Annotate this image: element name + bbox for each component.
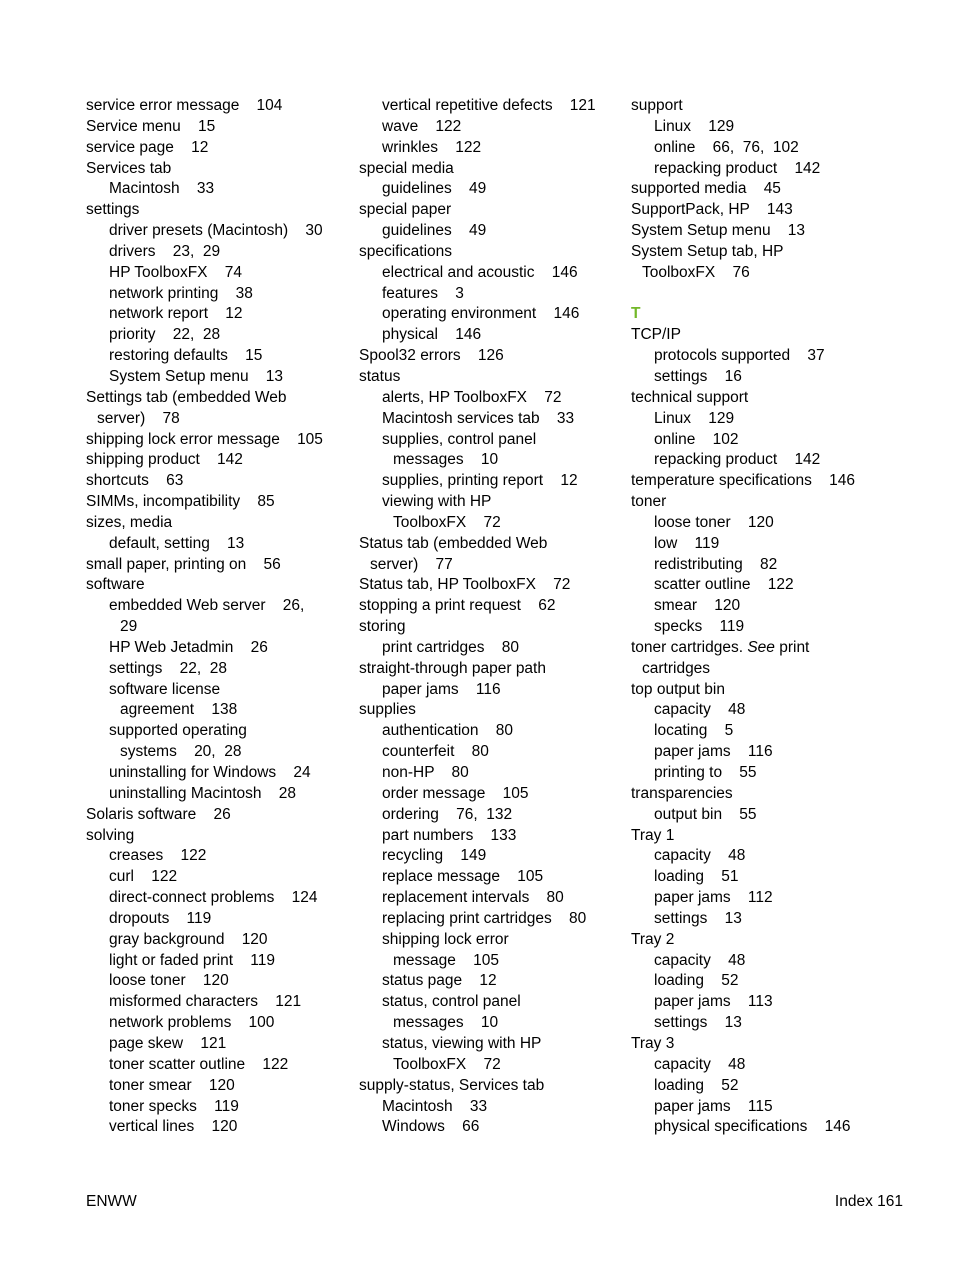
index-subentry: protocols supported 37 <box>654 347 825 365</box>
index-subentry-continuation: ToolboxFX 72 <box>393 1055 501 1073</box>
index-subentry: network printing 38 <box>109 284 253 302</box>
index-subentry: loose toner 120 <box>109 972 229 990</box>
index-subentry: status, viewing with HP <box>382 1034 542 1052</box>
index-subentry: light or faded print 119 <box>109 951 276 969</box>
index-entry: Tray 1 <box>631 826 675 844</box>
index-subentry: loading 52 <box>654 972 739 990</box>
index-subentry-continuation: messages 10 <box>393 451 499 469</box>
index-subentry: uninstalling Macintosh 28 <box>109 784 296 802</box>
index-entry: System Setup menu 13 <box>631 222 806 240</box>
index-subentry: alerts, HP ToolboxFX 72 <box>382 388 562 406</box>
index-subentry-continuation: ToolboxFX 72 <box>393 513 501 531</box>
index-subentry: network report 12 <box>109 305 243 323</box>
index-subentry: vertical repetitive defects 121 <box>382 97 596 114</box>
index-subentry: loading 52 <box>654 1076 739 1094</box>
index-subentry: features 3 <box>382 284 464 302</box>
index-subentry: redistributing 82 <box>654 555 778 573</box>
index-entry: Spool32 errors 126 <box>359 347 504 365</box>
index-entry: Services tab <box>86 159 172 177</box>
index-subentry: operating environment 146 <box>382 305 580 323</box>
index-subentry: direct-connect problems 124 <box>109 889 318 907</box>
index-subentry: settings 16 <box>654 367 742 385</box>
index-subentry: loose toner 120 <box>654 513 774 531</box>
index-column-2 <box>359 96 621 1138</box>
index-subentry: guidelines 49 <box>382 222 487 240</box>
index-subentry: recycling 149 <box>382 847 487 865</box>
index-subentry: replace message 105 <box>382 868 544 886</box>
index-subentry: viewing with HP <box>382 493 492 511</box>
index-entry: toner <box>631 493 667 511</box>
index-subentry: counterfeit 80 <box>382 743 489 761</box>
index-entry: shipping lock error message 105 <box>86 430 323 448</box>
index-subentry: capacity 48 <box>654 847 746 865</box>
index-entry: SupportPack, HP 143 <box>631 201 793 219</box>
index-subentry: specks 119 <box>654 618 745 636</box>
index-entry: status <box>359 367 401 385</box>
index-subentry: paper jams 112 <box>654 889 773 907</box>
index-subentry: default, setting 13 <box>109 534 245 552</box>
index-column-1 <box>86 96 348 1138</box>
index-subentry: wrinkles 122 <box>382 138 482 156</box>
index-subentry: paper jams 113 <box>654 993 773 1011</box>
index-entry: settings <box>86 201 140 219</box>
index-subentry: online 102 <box>654 430 739 448</box>
index-entry-continuation: ToolboxFX 76 <box>642 263 750 281</box>
index-subentry: supplies, control panel <box>382 430 537 448</box>
index-entry: special paper <box>359 201 452 219</box>
index-entry: SIMMs, incompatibility 85 <box>86 493 275 511</box>
index-subentry: System Setup menu 13 <box>109 367 284 385</box>
index-entry: supply-status, Services tab <box>359 1076 545 1094</box>
see-reference: See <box>747 638 775 656</box>
index-subentry: status, control panel <box>382 993 521 1011</box>
footer-page-label: Index 161 <box>834 1193 903 1210</box>
index-subentry: Macintosh services tab 33 <box>382 409 575 427</box>
index-entry: Service menu 15 <box>86 117 216 135</box>
index-subentry: repacking product 142 <box>654 159 821 177</box>
footer-left-label: ENWW <box>86 1193 137 1210</box>
entry-text-after: print <box>774 638 810 656</box>
index-subentry: settings 22, 28 <box>109 659 228 677</box>
index-entry: top output bin <box>631 680 725 698</box>
index-subentry: smear 120 <box>654 597 741 615</box>
index-subentry: software license <box>109 680 221 698</box>
index-entry <box>631 638 893 659</box>
section-letter: T <box>631 305 641 323</box>
index-subentry-continuation: message 105 <box>393 951 499 969</box>
index-subentry: capacity 48 <box>654 1055 746 1073</box>
index-subentry: supplies, printing report 12 <box>382 472 578 490</box>
index-entry: small paper, printing on 56 <box>86 555 281 573</box>
index-subentry: toner scatter outline 122 <box>109 1055 289 1073</box>
index-subentry: printing to 55 <box>654 764 757 781</box>
index-subentry: non-HP 80 <box>382 764 469 781</box>
index-subentry: settings 13 <box>654 909 742 927</box>
index-entry-continuation: server) 78 <box>97 409 180 427</box>
index-entry: supported media 45 <box>631 180 781 198</box>
index-entry: storing <box>359 618 406 636</box>
index-entry: temperature specifications 146 <box>631 472 856 490</box>
index-entry: Status tab (embedded Web <box>359 534 548 552</box>
index-subentry: output bin 55 <box>654 805 757 823</box>
index-subentry: repacking product 142 <box>654 451 821 469</box>
index-entry: special media <box>359 159 454 177</box>
index-spacer <box>631 284 893 305</box>
index-entry: Settings tab (embedded Web <box>86 388 287 406</box>
index-subentry: network problems 100 <box>109 1014 275 1032</box>
index-entry: Tray 2 <box>631 930 675 948</box>
index-subentry: replacement intervals 80 <box>382 889 564 907</box>
index-subentry: dropouts 119 <box>109 909 212 927</box>
index-subentry: paper jams 116 <box>382 680 501 698</box>
index-entry: transparencies <box>631 784 733 802</box>
index-subentry: Linux 129 <box>654 409 735 427</box>
index-entry: supplies <box>359 701 416 719</box>
index-entry: shortcuts 63 <box>86 472 184 490</box>
index-subentry: shipping lock error <box>382 930 509 948</box>
index-subentry: page skew 121 <box>109 1034 227 1052</box>
entry-text: toner cartridges. <box>631 638 748 656</box>
index-subentry: electrical and acoustic 146 <box>382 263 578 281</box>
index-entry: solving <box>86 826 135 844</box>
index-subentry: paper jams 115 <box>654 1097 773 1115</box>
index-subentry: print cartridges 80 <box>382 638 519 656</box>
index-subentry: driver presets (Macintosh) 30 <box>109 222 323 240</box>
index-subentry: wave 122 <box>382 117 462 135</box>
index-subentry-continuation: messages 10 <box>393 1014 499 1032</box>
index-subentry: status page 12 <box>382 972 497 990</box>
index-subentry: Linux 129 <box>654 117 735 135</box>
index-subentry: locating 5 <box>654 722 734 740</box>
index-subentry: Macintosh 33 <box>382 1097 488 1115</box>
index-subentry: ordering 76, 132 <box>382 805 513 823</box>
index-entry-continuation: cartridges <box>642 659 711 677</box>
index-subentry: creases 122 <box>109 847 207 865</box>
index-subentry-continuation: systems 20, 28 <box>120 743 242 761</box>
index-subentry-continuation: agreement 138 <box>120 701 238 719</box>
index-entry: shipping product 142 <box>86 451 243 469</box>
index-subentry-continuation: 29 <box>120 618 138 636</box>
index-subentry: HP ToolboxFX 74 <box>109 263 242 281</box>
index-entry: technical support <box>631 388 749 406</box>
index-subentry: loading 51 <box>654 868 739 886</box>
index-subentry: paper jams 116 <box>654 743 773 761</box>
index-subentry: scatter outline 122 <box>654 576 794 594</box>
index-entry: straight-through paper path <box>359 659 546 677</box>
index-subentry: replacing print cartridges 80 <box>382 909 587 927</box>
index-entry: specifications <box>359 242 453 260</box>
index-subentry: vertical lines 120 <box>109 1118 238 1136</box>
index-subentry: HP Web Jetadmin 26 <box>109 638 268 656</box>
index-entry: Tray 3 <box>631 1034 675 1052</box>
index-subentry: toner specks 119 <box>109 1097 239 1115</box>
index-subentry: guidelines 49 <box>382 180 487 198</box>
index-subentry: capacity 48 <box>654 701 746 719</box>
index-subentry: curl 122 <box>109 868 178 886</box>
index-entry: stopping a print request 62 <box>359 597 556 615</box>
index-entry: service page 12 <box>86 138 209 156</box>
index-subentry: part numbers 133 <box>382 826 517 844</box>
index-entry: TCP/IP <box>631 326 681 344</box>
index-entry: support <box>631 97 683 114</box>
index-subentry: drivers 23, 29 <box>109 242 221 260</box>
index-entry: Solaris software 26 <box>86 805 231 823</box>
index-subentry: authentication 80 <box>382 722 513 740</box>
index-entry: Status tab, HP ToolboxFX 72 <box>359 576 571 594</box>
index-column-3 <box>631 96 893 1138</box>
index-subentry: supported operating <box>109 722 247 740</box>
index-subentry: restoring defaults 15 <box>109 347 263 365</box>
index-subentry: embedded Web server 26, <box>109 597 305 615</box>
index-subentry: priority 22, 28 <box>109 326 221 344</box>
index-subentry: misformed characters 121 <box>109 993 302 1011</box>
index-entry: service error message 104 <box>86 97 283 114</box>
index-subentry: capacity 48 <box>654 951 746 969</box>
index-entry: software <box>86 576 145 594</box>
index-subentry: gray background 120 <box>109 930 268 948</box>
index-subentry: toner smear 120 <box>109 1076 235 1094</box>
index-subentry: order message 105 <box>382 784 529 802</box>
index-entry: sizes, media <box>86 513 173 531</box>
index-subentry: physical specifications 146 <box>654 1118 851 1136</box>
index-entry-continuation: server) 77 <box>370 555 453 573</box>
index-subentry: physical 146 <box>382 326 482 344</box>
index-subentry: settings 13 <box>654 1014 742 1032</box>
index-subentry: online 66, 76, 102 <box>654 138 799 156</box>
index-subentry: Windows 66 <box>382 1118 480 1136</box>
index-entry: System Setup tab, HP <box>631 242 784 260</box>
index-subentry: Macintosh 33 <box>109 180 215 198</box>
index-subentry: uninstalling for Windows 24 <box>109 764 311 781</box>
index-subentry: low 119 <box>654 534 720 552</box>
